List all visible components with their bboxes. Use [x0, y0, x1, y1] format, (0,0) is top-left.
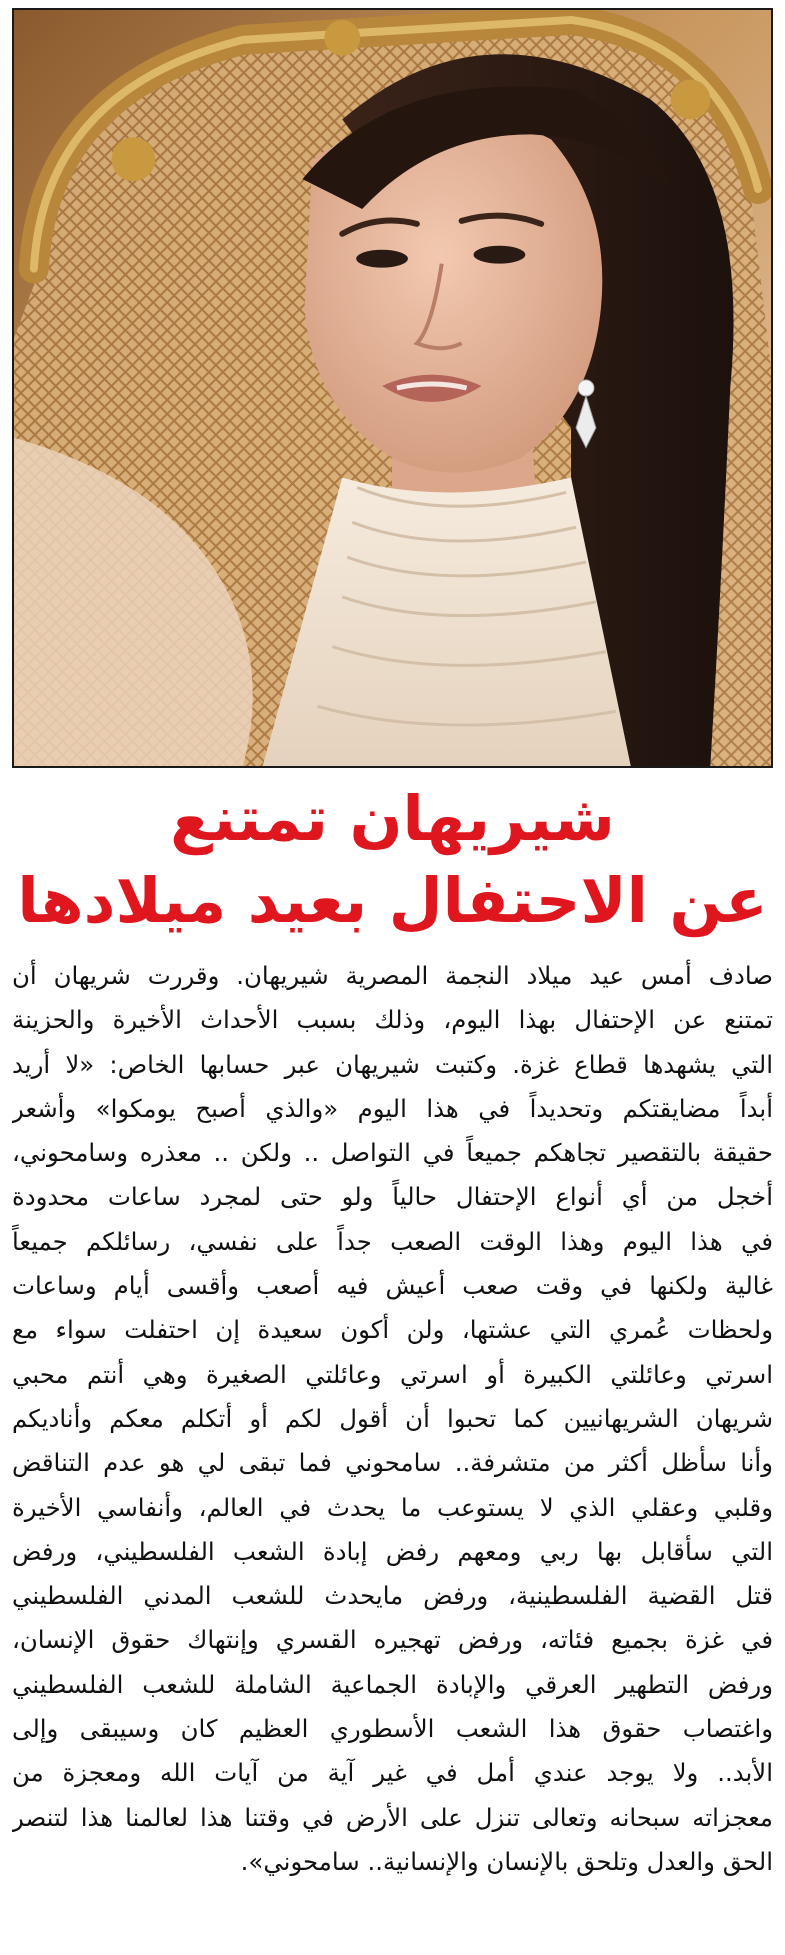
body-line: أخجل من أي أنواع الإحتفال حالياً ولو حتى لمجرد ساعات محدودة — [12, 1182, 773, 1212]
body-line: معجزاته سبحانه وتعالى تنزل على الأرض في وقتنا هذا لعالمنا هذا لتنصر — [12, 1802, 773, 1832]
body-line: التي يشهدها قطاع غزة. وكتبت شيريهان عبر حسابها الخاص: «لا أريد — [12, 1049, 773, 1079]
body-line: ولحظات عُمري التي عشتها، ولن أكون سعيدة إن احتفلت سواء مع — [12, 1315, 773, 1345]
body-line: اسرتي وعائلتي الكبيرة أو اسرتي وعائلتي الصغيرة وهي أنتم محبي — [12, 1359, 773, 1389]
body-line: وقلبي وعقلي الذي لا يستوعب ما يحدث في العالم، وأنفاسي الأخيرة — [12, 1492, 773, 1522]
body-line: في هذا اليوم وهذا الوقت الصعب جداً على نفسي، رسائلكم جميعاً — [12, 1226, 773, 1256]
body-line: شريهان الشريهانيين كما تحبوا أن أقول لكم أو أتكلم معكم وأناديكم — [12, 1403, 773, 1433]
article-headline — [12, 778, 773, 942]
body-line: غالية ولكنها في وقت صعب أعيش فيه أصعب وأقسى أيام وساعات — [12, 1271, 773, 1301]
portrait-photo — [12, 8, 773, 768]
body-line: الحق والعدل وتلحق بالإنسان والإنسانية.. سامحوني». — [240, 1846, 773, 1876]
body-line: وأنا سأظل أكثر من متشرفة.. سامحوني فما تبقى لي هو عدم التناقض — [12, 1448, 773, 1478]
body-line: أبداً مضايقتكم وتحديداً في هذا اليوم «والذي أصبح يومكوا» وأشعر — [12, 1093, 773, 1123]
body-line: في غزة بجميع فئاته، ورفض تهجيره القسري وإنتهاك حقوق الإنسان، — [12, 1625, 773, 1655]
body-line: التي سأقابل بها ربي ومعهم رفض إبادة الشعب الفلسطيني، ورفض — [12, 1536, 773, 1566]
body-line: حقيقة بالتقصير تجاهكم جميعاً في التواصل .. ولكن .. معذره وسامحوني، — [12, 1138, 773, 1168]
article-body — [12, 954, 773, 1884]
body-line: ورفض التطهير العرقي والإبادة الجماعية الشاملة للشعب الفلسطيني — [12, 1669, 773, 1699]
headline-line-1: شيريهان تمتنع — [170, 782, 615, 855]
portrait-illustration — [14, 10, 771, 766]
body-line: واغتصاب حقوق هذا الشعب الأسطوري العظيم كان وسيبقى وإلى — [12, 1714, 773, 1744]
body-line: الأبد.. ولا يوجد عندي أمل في غير آية من آيات الله ومعجزة من — [12, 1758, 773, 1788]
body-line: تمتنع عن الإحتفال بهذا اليوم، وذلك بسبب الأحداث الأخيرة والحزينة — [12, 1005, 773, 1035]
headline-line-2: عن الاحتفال بعيد ميلادها — [17, 864, 768, 937]
body-line: صادف أمس عيد ميلاد النجمة المصرية شيريهان. وقررت شريهان أن — [12, 961, 773, 990]
body-line: قتل القضية الفلسطينية، ورفض مايحدث للشعب المدني الفلسطيني — [12, 1581, 773, 1611]
